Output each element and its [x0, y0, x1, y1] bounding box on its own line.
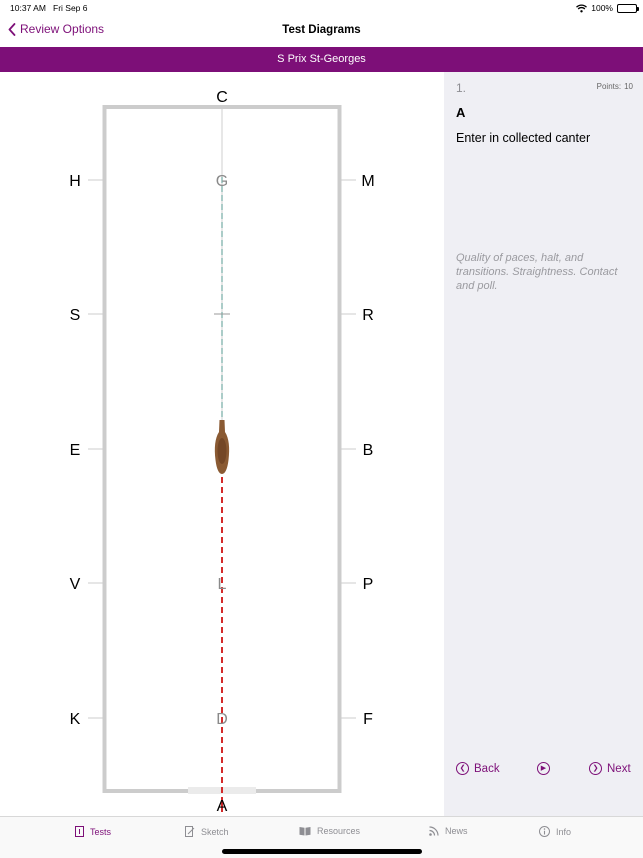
letter-l: L [217, 576, 227, 593]
tab-info[interactable] [539, 826, 571, 837]
next-button[interactable] [589, 762, 631, 775]
tab-news[interactable] [429, 826, 468, 836]
play-button[interactable] [537, 762, 550, 775]
letter-r: R [362, 307, 374, 324]
sketch-icon [185, 826, 195, 837]
letter-e: E [69, 442, 81, 459]
letter-m: M [361, 173, 375, 190]
back-button[interactable] [456, 762, 500, 775]
tab-resources[interactable] [299, 826, 360, 836]
rss-icon [429, 826, 439, 836]
letter-d: D [216, 711, 228, 728]
letter-c: C [216, 89, 228, 106]
tab-sketch-label: Sketch [201, 826, 229, 837]
chevron-right-circle-icon: ❯ [589, 762, 602, 775]
movement-detail-pane [444, 72, 643, 816]
battery-icon [617, 4, 637, 13]
points-label: Points: [596, 82, 622, 91]
wifi-icon [576, 4, 587, 13]
tab-sketch[interactable] [185, 826, 229, 837]
letter-v: V [69, 576, 81, 593]
movement-number: 1. [456, 81, 467, 95]
navigation-bar [0, 16, 643, 46]
letter-a: A [216, 798, 228, 815]
letter-p: P [362, 576, 374, 593]
directive-ideas: Quality of paces, halt, and transitions. Straightness. Contact and poll. [456, 252, 618, 292]
tab-info-label: Info [556, 826, 572, 837]
tab-news-label: News [445, 826, 468, 836]
letter-s: S [69, 307, 81, 324]
tab-resources-label: Resources [317, 826, 361, 836]
document-icon [75, 826, 84, 837]
tab-tests[interactable] [75, 826, 111, 837]
book-icon [299, 826, 311, 836]
play-circle-icon: ▶ [537, 762, 550, 775]
back-label: Review Options [20, 22, 105, 36]
movement-description: Enter in collected canter [456, 131, 591, 145]
movement-controls [456, 762, 632, 780]
points-value: 10 [624, 82, 633, 91]
battery-percent: 100% [591, 3, 613, 13]
chevron-left-circle-icon: ❮ [456, 762, 469, 775]
points-display [597, 82, 633, 91]
horse-icon [215, 420, 229, 474]
arena-diagram[interactable] [0, 72, 444, 816]
tab-tests-label: Tests [90, 826, 112, 837]
next-button-label: Next [607, 762, 631, 775]
back-button-label: Back [474, 762, 500, 775]
home-indicator [222, 849, 422, 854]
letter-g: G [215, 173, 229, 190]
letter-b: B [362, 442, 374, 459]
info-icon [539, 826, 550, 837]
status-right [576, 3, 637, 13]
test-name-banner: S Prix St-Georges [0, 47, 643, 72]
movement-marker: A [456, 105, 466, 120]
letter-f: F [363, 711, 373, 728]
arena-svg [0, 72, 444, 816]
status-bar [0, 0, 643, 16]
letter-h: H [69, 173, 81, 190]
letter-k: K [69, 711, 81, 728]
status-time: 10:37 AM Fri Sep 6 [10, 3, 88, 13]
page-title: Test Diagrams [282, 24, 361, 36]
